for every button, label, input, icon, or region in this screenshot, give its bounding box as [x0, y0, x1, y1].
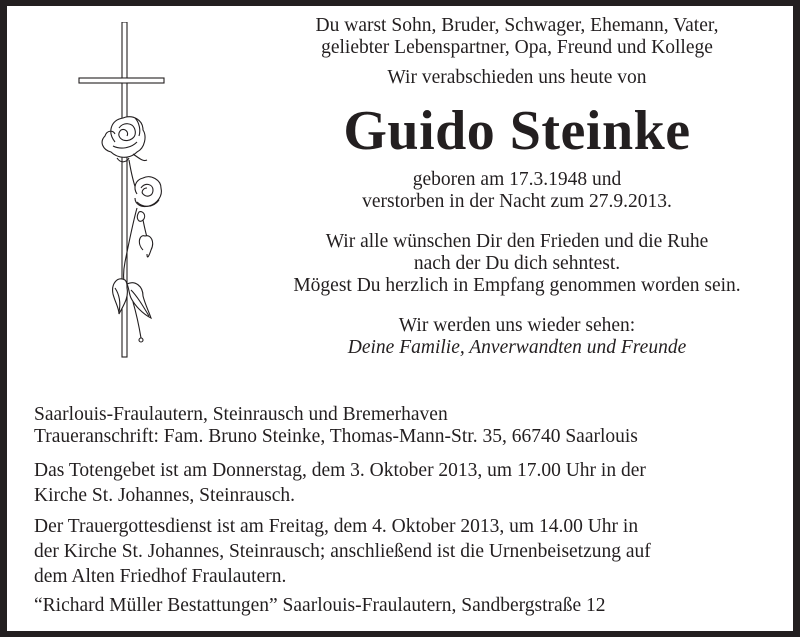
- prayer-line-1: Das Totengebet ist am Donnerstag, dem 3. Oktober 2013, um 17.00 Uhr in der: [34, 460, 646, 481]
- farewell-line: Wir verabschieden uns heute von: [387, 67, 647, 88]
- service-line-2: der Kirche St. Johannes, Steinrausch; anschließend ist die Urnenbeisetzung auf: [34, 541, 651, 562]
- wishes-line-3: Mögest Du herzlich in Empfang genommen worden sein.: [293, 275, 741, 296]
- wishes-line-2: nach der Du dich sehntest.: [413, 253, 621, 274]
- signature-line: Deine Familie, Anverwandten und Freunde: [347, 337, 687, 358]
- mourning-address-line: Traueranschrift: Fam. Bruno Steinke, Thomas-Mann-Str. 35, 66740 Saarlouis: [34, 426, 638, 447]
- undertaker-line: “Richard Müller Bestattungen” Saarlouis-Fraulautern, Sandbergstraße 12: [34, 595, 606, 616]
- intro-line-2: geliebter Lebenspartner, Opa, Freund und Kollege: [321, 37, 713, 58]
- obituary-notice: [7, 6, 793, 631]
- wishes-line-1: Wir alle wünschen Dir den Frieden und die Ruhe: [325, 231, 709, 252]
- deceased-name: Guido Steinke: [343, 100, 691, 162]
- cross-with-roses-icon: [77, 22, 177, 362]
- birth-date-line: geboren am 17.3.1948 und: [412, 169, 622, 190]
- death-date-line: verstorben in der Nacht zum 27.9.2013.: [362, 191, 672, 212]
- notice-header-block: [247, 15, 787, 359]
- intro-line-1: Du warst Sohn, Bruder, Schwager, Ehemann, Vater,: [315, 15, 719, 36]
- service-line-3: dem Alten Friedhof Fraulautern.: [34, 566, 287, 587]
- reunion-line: Wir werden uns wieder sehen:: [398, 315, 636, 336]
- locations-line: Saarlouis-Fraulautern, Steinrausch und Bremerhaven: [34, 404, 448, 425]
- prayer-line-2: Kirche St. Johannes, Steinrausch.: [34, 485, 296, 506]
- notice-details-block: [34, 404, 774, 617]
- service-line-1: Der Trauergottesdienst ist am Freitag, dem 4. Oktober 2013, um 14.00 Uhr in: [34, 516, 639, 537]
